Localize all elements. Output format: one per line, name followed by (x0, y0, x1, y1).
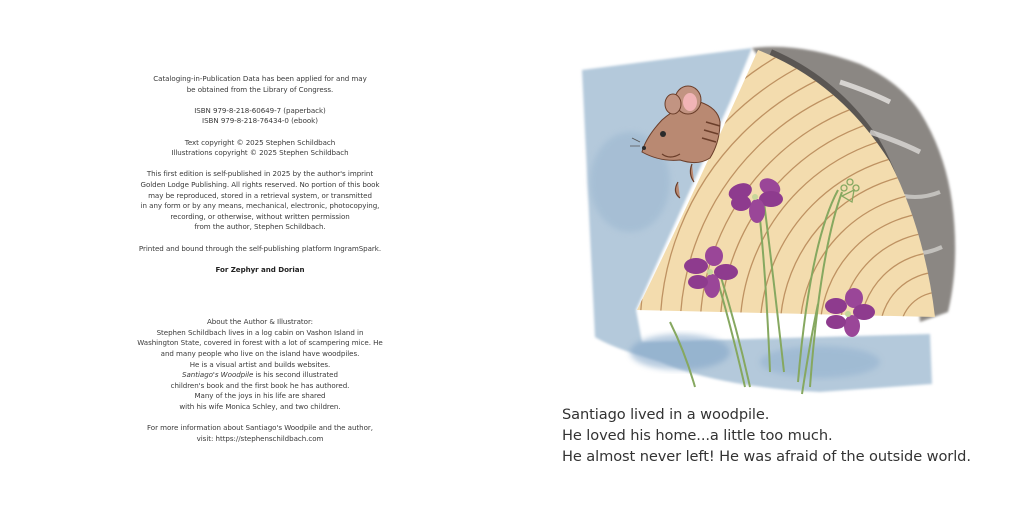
story-line: He loved his home...a little too much. (562, 427, 833, 445)
website-link[interactable]: visit: https://stephenschildbach.com (196, 433, 324, 443)
rights-line: may be reproduced, stored in a retrieval system, or transmitted (148, 190, 372, 200)
text-copyright: Text copyright © 2025 Stephen Schildbach (184, 137, 336, 147)
printing-block (120, 244, 400, 255)
more-info-line: For more information about Santiago's Woodpile and the author, (147, 423, 373, 433)
about-author-block (120, 317, 400, 412)
rights-line: from the author, Stephen Schildbach. (194, 222, 326, 232)
printing-line: Printed and bound through the self-publishing platform IngramSpark. (138, 243, 382, 253)
rights-line: Golden Lodge Publishing. All rights reserved. No portion of this book (140, 179, 380, 189)
copyright-block (120, 138, 400, 159)
rights-line: This first edition is self-published in 2025 by the author's imprint (146, 169, 374, 179)
copyright-text (120, 74, 400, 455)
about-line: children's book and the first book he has authored. (170, 380, 350, 390)
about-line: Washington State, covered in forest with a lot of scampering mice. He (137, 338, 383, 348)
story-line: He almost never left! He was afraid of the outside world. (562, 448, 971, 466)
about-line: Many of the joys in his life are shared (194, 391, 326, 401)
more-info-block (120, 423, 400, 444)
right-page-story (512, 0, 1024, 519)
dedication (120, 265, 400, 276)
about-line: with his wife Monica Schley, and two children. (179, 402, 341, 412)
dedication-text: For Zephyr and Dorian (215, 264, 305, 274)
rights-line: in any form or by any means, mechanical, electronic, photocopying, (140, 201, 380, 211)
rights-line: recording, or otherwise, without written permission (170, 211, 350, 221)
about-line: and many people who live on the island have woodpiles. (160, 349, 360, 359)
cataloging-block (120, 74, 400, 95)
story-text (562, 404, 1002, 468)
about-book-line (120, 370, 400, 381)
book-title: Santiago's Woodpile (182, 370, 254, 380)
cataloging-line: be obtained from the Library of Congress. (186, 84, 334, 94)
isbn-paperback: ISBN 979-8-218-60649-7 (paperback) (194, 105, 326, 115)
isbn-block (120, 106, 400, 127)
story-line: Santiago lived in a woodpile. (562, 406, 770, 423)
illustrations-copyright: Illustrations copyright © 2025 Stephen Schildbach (171, 148, 349, 158)
isbn-ebook: ISBN 979-8-218-76434-0 (ebook) (202, 116, 318, 126)
about-line-rest: is his second illustrated (253, 370, 338, 380)
about-line: Stephen Schildbach lives in a log cabin on Vashon Island in (156, 327, 364, 337)
cataloging-line: Cataloging-in-Publication Data has been applied for and may (153, 74, 367, 83)
about-heading: About the Author & Illustrator: (206, 317, 314, 327)
about-line: He is a visual artist and builds websites. (189, 359, 331, 369)
rights-block (120, 169, 400, 233)
woodpile-mouse-illustration (570, 42, 980, 402)
